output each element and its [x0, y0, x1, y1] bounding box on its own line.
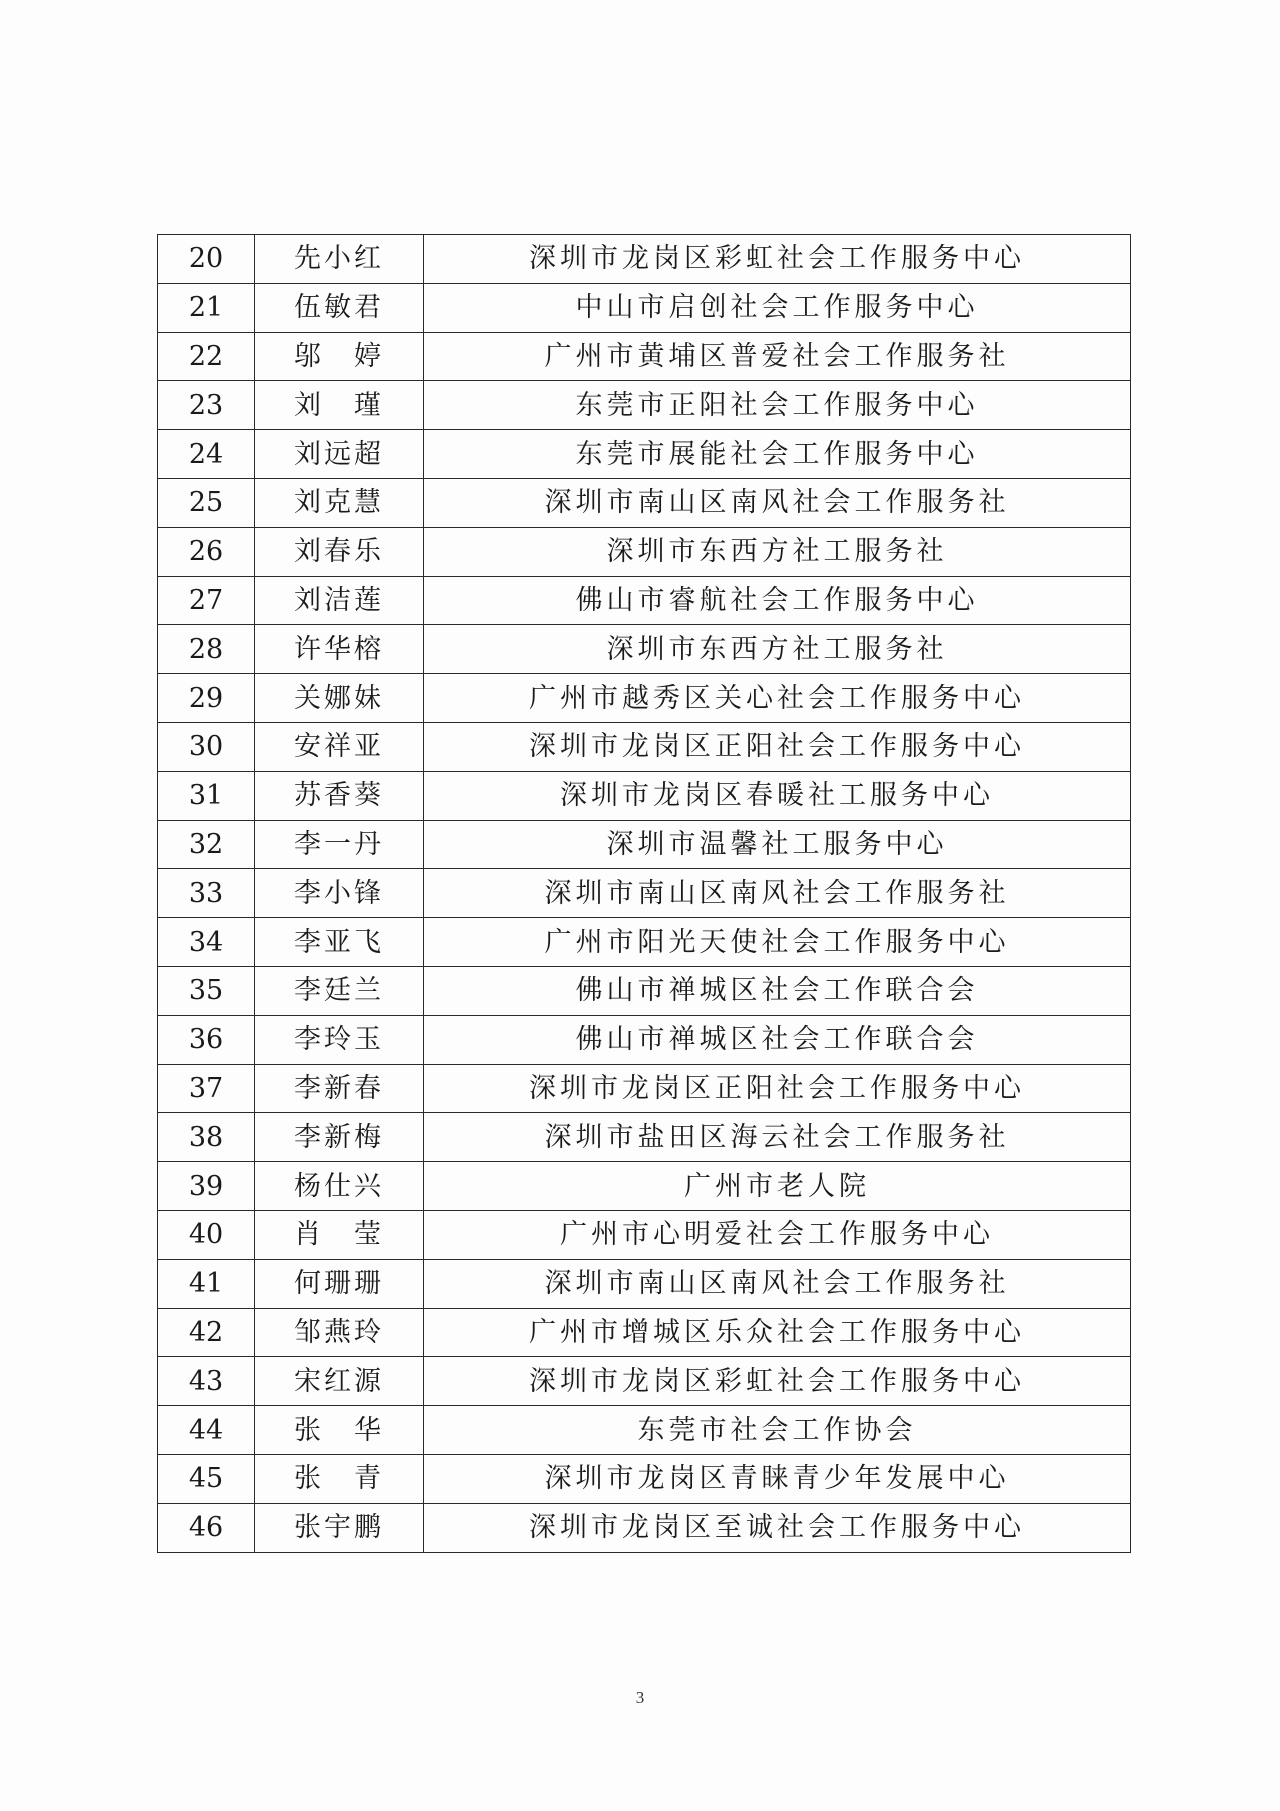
- person-name-cell: 邹燕玲: [255, 1308, 424, 1357]
- row-number-cell: 45: [158, 1454, 255, 1503]
- row-number-cell: 22: [158, 332, 255, 381]
- person-name-cell: 宋红源: [255, 1357, 424, 1406]
- person-name-cell: 张宇鹏: [255, 1503, 424, 1552]
- table-row: [158, 1064, 1131, 1113]
- row-number-cell: 38: [158, 1113, 255, 1162]
- person-name-cell: 苏香葵: [255, 771, 424, 820]
- organization-cell: 佛山市禅城区社会工作联合会: [424, 1015, 1131, 1064]
- table-row: [158, 625, 1131, 674]
- person-name-cell: 安祥亚: [255, 722, 424, 771]
- person-name-cell: 刘克慧: [255, 478, 424, 527]
- row-number-cell: 29: [158, 674, 255, 723]
- table-row: [158, 527, 1131, 576]
- table-row: [158, 722, 1131, 771]
- row-number-cell: 30: [158, 722, 255, 771]
- page-number: 3: [635, 1688, 645, 1707]
- table-row: [158, 576, 1131, 625]
- table-row: [158, 771, 1131, 820]
- roster-table: [157, 234, 1131, 1553]
- organization-cell: 深圳市龙岗区春暖社工服务中心: [424, 771, 1131, 820]
- table-row: [158, 1503, 1131, 1552]
- person-name-cell: 李新梅: [255, 1113, 424, 1162]
- person-name-cell: 何珊珊: [255, 1259, 424, 1308]
- organization-cell: 深圳市龙岗区彩虹社会工作服务中心: [424, 235, 1131, 284]
- table-row: [158, 381, 1131, 430]
- person-name-cell: 张 华: [255, 1406, 424, 1455]
- person-name-cell: 李一丹: [255, 820, 424, 869]
- row-number-cell: 35: [158, 966, 255, 1015]
- person-name-cell: 刘春乐: [255, 527, 424, 576]
- person-name-cell: 邬 婷: [255, 332, 424, 381]
- person-name-cell: 刘洁莲: [255, 576, 424, 625]
- person-name-cell: 张 青: [255, 1454, 424, 1503]
- row-number-cell: 26: [158, 527, 255, 576]
- row-number-cell: 28: [158, 625, 255, 674]
- table-row: [158, 332, 1131, 381]
- person-name-cell: 刘 瑾: [255, 381, 424, 430]
- organization-cell: 东莞市正阳社会工作服务中心: [424, 381, 1131, 430]
- table-row: [158, 1406, 1131, 1455]
- organization-cell: 深圳市龙岗区正阳社会工作服务中心: [424, 722, 1131, 771]
- organization-cell: 深圳市龙岗区正阳社会工作服务中心: [424, 1064, 1131, 1113]
- organization-cell: 深圳市东西方社工服务社: [424, 527, 1131, 576]
- person-name-cell: 李玲玉: [255, 1015, 424, 1064]
- table-row: [158, 1210, 1131, 1259]
- row-number-cell: 31: [158, 771, 255, 820]
- table-row: [158, 478, 1131, 527]
- row-number-cell: 43: [158, 1357, 255, 1406]
- person-name-cell: 李新春: [255, 1064, 424, 1113]
- row-number-cell: 37: [158, 1064, 255, 1113]
- organization-cell: 深圳市南山区南风社会工作服务社: [424, 478, 1131, 527]
- organization-cell: 广州市心明爱社会工作服务中心: [424, 1210, 1131, 1259]
- organization-cell: 深圳市温馨社工服务中心: [424, 820, 1131, 869]
- table-row: [158, 1113, 1131, 1162]
- person-name-cell: 关娜妹: [255, 674, 424, 723]
- person-name-cell: 李小锋: [255, 869, 424, 918]
- table-row: [158, 1162, 1131, 1211]
- row-number-cell: 27: [158, 576, 255, 625]
- row-number-cell: 24: [158, 430, 255, 479]
- organization-cell: 佛山市睿航社会工作服务中心: [424, 576, 1131, 625]
- row-number-cell: 41: [158, 1259, 255, 1308]
- organization-cell: 中山市启创社会工作服务中心: [424, 283, 1131, 332]
- roster-table-body: [158, 235, 1131, 1553]
- organization-cell: 广州市增城区乐众社会工作服务中心: [424, 1308, 1131, 1357]
- organization-cell: 东莞市社会工作协会: [424, 1406, 1131, 1455]
- organization-cell: 佛山市禅城区社会工作联合会: [424, 966, 1131, 1015]
- organization-cell: 广州市黄埔区普爱社会工作服务社: [424, 332, 1131, 381]
- row-number-cell: 42: [158, 1308, 255, 1357]
- person-name-cell: 杨仕兴: [255, 1162, 424, 1211]
- row-number-cell: 33: [158, 869, 255, 918]
- organization-cell: 广州市老人院: [424, 1162, 1131, 1211]
- row-number-cell: 32: [158, 820, 255, 869]
- organization-cell: 广州市阳光天使社会工作服务中心: [424, 918, 1131, 967]
- row-number-cell: 44: [158, 1406, 255, 1455]
- organization-cell: 深圳市盐田区海云社会工作服务社: [424, 1113, 1131, 1162]
- table-row: [158, 1308, 1131, 1357]
- row-number-cell: 46: [158, 1503, 255, 1552]
- row-number-cell: 25: [158, 478, 255, 527]
- row-number-cell: 20: [158, 235, 255, 284]
- table-row: [158, 1357, 1131, 1406]
- organization-cell: 深圳市东西方社工服务社: [424, 625, 1131, 674]
- table-row: [158, 430, 1131, 479]
- organization-cell: 深圳市龙岗区青睐青少年发展中心: [424, 1454, 1131, 1503]
- row-number-cell: 40: [158, 1210, 255, 1259]
- table-row: [158, 869, 1131, 918]
- person-name-cell: 刘远超: [255, 430, 424, 479]
- person-name-cell: 许华榕: [255, 625, 424, 674]
- table-row: [158, 283, 1131, 332]
- row-number-cell: 36: [158, 1015, 255, 1064]
- organization-cell: 深圳市南山区南风社会工作服务社: [424, 869, 1131, 918]
- row-number-cell: 21: [158, 283, 255, 332]
- table-row: [158, 820, 1131, 869]
- table-row: [158, 674, 1131, 723]
- table-row: [158, 235, 1131, 284]
- table-row: [158, 1454, 1131, 1503]
- table-row: [158, 966, 1131, 1015]
- row-number-cell: 23: [158, 381, 255, 430]
- person-name-cell: 李亚飞: [255, 918, 424, 967]
- person-name-cell: 先小红: [255, 235, 424, 284]
- row-number-cell: 34: [158, 918, 255, 967]
- person-name-cell: 肖 莹: [255, 1210, 424, 1259]
- person-name-cell: 伍敏君: [255, 283, 424, 332]
- table-row: [158, 1015, 1131, 1064]
- organization-cell: 东莞市展能社会工作服务中心: [424, 430, 1131, 479]
- person-name-cell: 李廷兰: [255, 966, 424, 1015]
- organization-cell: 深圳市龙岗区至诚社会工作服务中心: [424, 1503, 1131, 1552]
- organization-cell: 广州市越秀区关心社会工作服务中心: [424, 674, 1131, 723]
- row-number-cell: 39: [158, 1162, 255, 1211]
- table-row: [158, 1259, 1131, 1308]
- organization-cell: 深圳市南山区南风社会工作服务社: [424, 1259, 1131, 1308]
- table-row: [158, 918, 1131, 967]
- organization-cell: 深圳市龙岗区彩虹社会工作服务中心: [424, 1357, 1131, 1406]
